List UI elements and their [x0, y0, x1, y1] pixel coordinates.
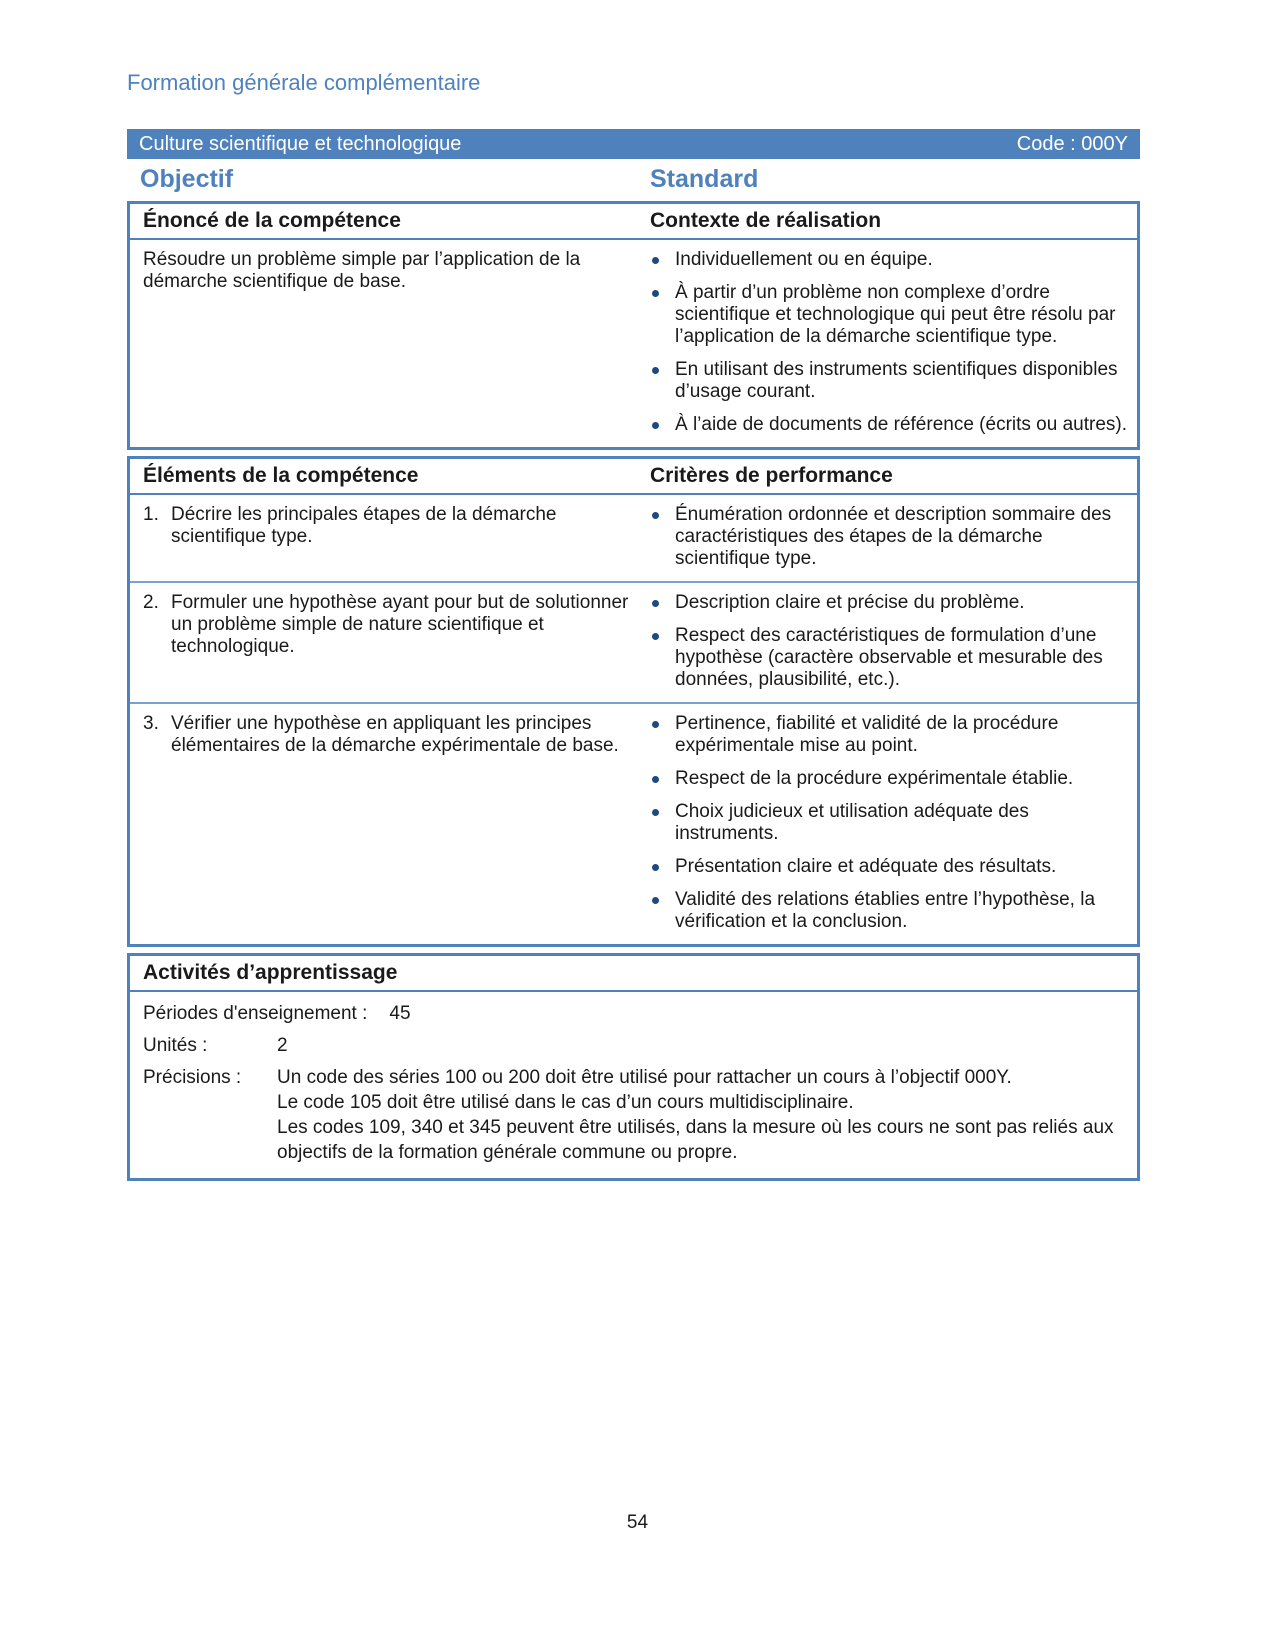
bullet-label: Pertinence, fiabilité et validité de la procédure expérimentale mise au point. [675, 713, 1059, 756]
field-periodes [143, 1001, 1125, 1026]
criteria-bullet-list [650, 592, 1137, 691]
course-code: Code : 000Y [1016, 132, 1128, 155]
element-cell [130, 713, 650, 933]
criteria-bullet-list [650, 504, 1137, 570]
bullet-label: Présentation claire et adéquate des résultats. [675, 856, 1057, 877]
list-item [650, 592, 1137, 614]
bullet-icon [652, 776, 659, 783]
elements-table [127, 456, 1140, 947]
bullet-label: À partir d’un problème non complexe d’ordre scientifique et technologique qui peut être résolu par l’application de la démarche scientifique type. [675, 282, 1116, 347]
field-label: Unités : [143, 1035, 208, 1056]
competence-row [130, 240, 1137, 447]
contexte-header: Contexte de réalisation [650, 209, 882, 232]
section-banner [127, 129, 1140, 159]
precision-line: Le code 105 doit être utilisé dans le cas d’un cours multidisciplinaire. [277, 1092, 854, 1113]
element-number: 2. [143, 592, 159, 613]
page-number: 54 [626, 1512, 649, 1533]
list-item [650, 359, 1137, 403]
field-label: Périodes d'enseignement : [143, 1003, 368, 1024]
criteres-header: Critères de performance [650, 464, 893, 487]
element-text: Décrire les principales étapes de la démarche scientifique type. [171, 504, 557, 547]
table-row [130, 702, 1137, 944]
table-row [130, 495, 1137, 581]
bullet-icon [652, 864, 659, 871]
field-precisions [143, 1065, 1125, 1165]
bullet-icon [652, 633, 659, 640]
element-text: Formuler une hypothèse ayant pour but de solutionner un problème simple de nature scientifique et technologique. [171, 592, 629, 657]
activities-body [130, 992, 1137, 1178]
bullet-label: Respect des caractéristiques de formulation d’une hypothèse (caractère observable et mesurable des données, plausibilité, etc.). [675, 625, 1103, 690]
bullet-icon [652, 290, 659, 297]
bullet-icon [652, 367, 659, 374]
bullet-label: Validité des relations établies entre l’hypothèse, la vérification et la conclusion. [675, 889, 1096, 932]
list-item [650, 625, 1137, 691]
document-page [127, 0, 1140, 1187]
bullet-icon [652, 897, 659, 904]
list-item [650, 282, 1137, 348]
element-cell [130, 504, 650, 570]
bullet-label: En utilisant des instruments scientifiques disponibles d’usage courant. [675, 359, 1118, 402]
element-cell [130, 592, 650, 691]
bullet-icon [652, 422, 659, 429]
list-item [650, 504, 1137, 570]
bullet-label: Description claire et précise du problème. [675, 592, 1025, 613]
context-bullet-list [650, 249, 1137, 436]
list-item [650, 414, 1137, 436]
list-item [650, 801, 1137, 845]
criteria-bullet-list [650, 713, 1137, 933]
bullet-icon [652, 600, 659, 607]
activities-header: Activités d’apprentissage [130, 956, 1137, 992]
bullet-icon [652, 257, 659, 264]
list-item [650, 249, 1137, 271]
list-item [650, 713, 1137, 757]
competence-statement: Résoudre un problème simple par l’application de la démarche scientifique de base. [143, 249, 581, 292]
field-value: 45 [389, 1003, 411, 1024]
list-item [650, 768, 1137, 790]
bullet-label: Respect de la procédure expérimentale établie. [675, 768, 1074, 789]
field-unites [143, 1033, 1125, 1058]
enonce-header: Énoncé de la compétence [143, 209, 401, 232]
table-row [130, 581, 1137, 702]
precision-line: Les codes 109, 340 et 345 peuvent être utilisés, dans la mesure où les cours ne sont pas reliés aux objectifs de la formation générale commune ou propre. [277, 1117, 1114, 1163]
standard-heading: Standard [650, 165, 759, 193]
precision-line: Un code des séries 100 ou 200 doit être utilisé pour rattacher un cours à l’objectif 000Y. [277, 1067, 1012, 1088]
bullet-icon [652, 512, 659, 519]
bullet-label: Énumération ordonnée et description sommaire des caractéristiques des étapes de la démarche scientifique type. [675, 504, 1112, 569]
elements-table-header [130, 459, 1137, 495]
element-number: 1. [143, 504, 159, 525]
list-item [650, 856, 1137, 878]
bullet-label: À l’aide de documents de référence (écrits ou autres). [675, 414, 1128, 435]
bullet-label: Choix judicieux et utilisation adéquate des instruments. [675, 801, 1029, 844]
field-value-lines [277, 1065, 1125, 1165]
elements-header: Éléments de la compétence [143, 464, 419, 487]
element-text: Vérifier une hypothèse en appliquant les principes élémentaires de la démarche expérimentale de base. [171, 713, 619, 756]
field-value: 2 [277, 1035, 288, 1056]
objectif-heading: Objectif [140, 165, 234, 193]
document-title: Formation générale complémentaire [127, 70, 481, 95]
bullet-icon [652, 721, 659, 728]
element-number: 3. [143, 713, 159, 734]
field-label: Précisions : [143, 1067, 242, 1088]
activities-table [127, 953, 1140, 1181]
column-headings [127, 165, 1140, 194]
competence-table-header [130, 204, 1137, 240]
course-title: Culture scientifique et technologique [139, 132, 462, 155]
list-item [650, 889, 1137, 933]
bullet-label: Individuellement ou en équipe. [675, 249, 933, 270]
bullet-icon [652, 809, 659, 816]
competence-table [127, 201, 1140, 450]
